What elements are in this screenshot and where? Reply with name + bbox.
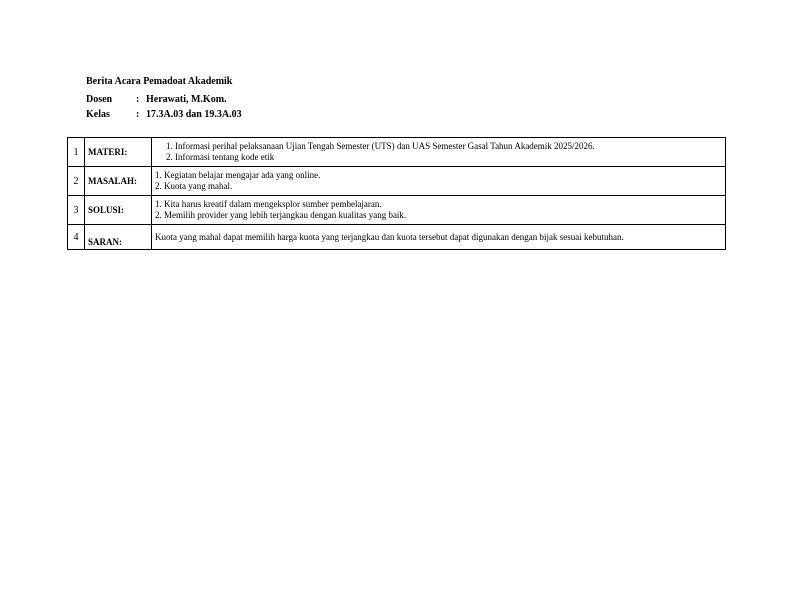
meta-label-dosen: Dosen: [86, 93, 113, 105]
row-number: 1: [68, 138, 85, 167]
row-label-materi: MATERI:: [85, 138, 152, 167]
table-row-saran: [68, 225, 726, 250]
row-content-saran: [152, 225, 726, 250]
list-item: 2. Informasi tentang kode etik: [175, 152, 722, 163]
row-number: 4: [68, 225, 85, 250]
list-item: Kuota yang mahal dapat memilih harga kuota yang terjangkau dan kuota tersebut dapat digunakan dengan bijak sesuai kebutuhan.: [155, 231, 624, 242]
materi-list: [155, 141, 722, 163]
meta-label-kelas: Kelas: [86, 108, 110, 120]
list-item: 1. Informasi perihal pelaksanaan Ujian Tengah Semester (UTS) dan UAS Semester Gasal Tahun Akademik 2025/2026.: [175, 141, 722, 152]
meta-row-kelas: [86, 107, 242, 122]
row-label-masalah: MASALAH:: [85, 167, 152, 196]
table-row-masalah: [68, 167, 726, 196]
table-row-materi: [68, 138, 726, 167]
row-label-solusi: SOLUSI:: [85, 196, 152, 225]
meta-colon: :: [136, 93, 140, 105]
document-title: Berita Acara Pemadoat Akademik: [86, 76, 233, 87]
list-item: 1. Kita harus kreatif dalam mengeksplor sumber pembelajaran.: [155, 199, 382, 209]
meta-row-dosen: [86, 92, 242, 107]
list-item: 1. Kegiatan belajar mengajar ada yang online.: [155, 170, 321, 180]
document-header: [86, 75, 242, 122]
row-content-materi: [152, 138, 726, 167]
row-number: 3: [68, 196, 85, 225]
meta-colon: :: [136, 108, 140, 120]
list-item: 2. Memilih provider yang lebih terjangkau dengan kualitas yang baik.: [155, 210, 407, 220]
row-label-saran: SARAN:: [85, 225, 152, 250]
row-content-solusi: [152, 196, 726, 225]
list-item: 2. Kuota yang mahal.: [155, 181, 233, 191]
meta-value-kelas: 17.3A.03 dan 19.3A.03: [146, 108, 242, 120]
table-row-solusi: [68, 196, 726, 225]
row-number: 2: [68, 167, 85, 196]
row-content-masalah: [152, 167, 726, 196]
report-table: [67, 137, 726, 250]
meta-value-dosen: Herawati, M.Kom.: [146, 93, 227, 105]
